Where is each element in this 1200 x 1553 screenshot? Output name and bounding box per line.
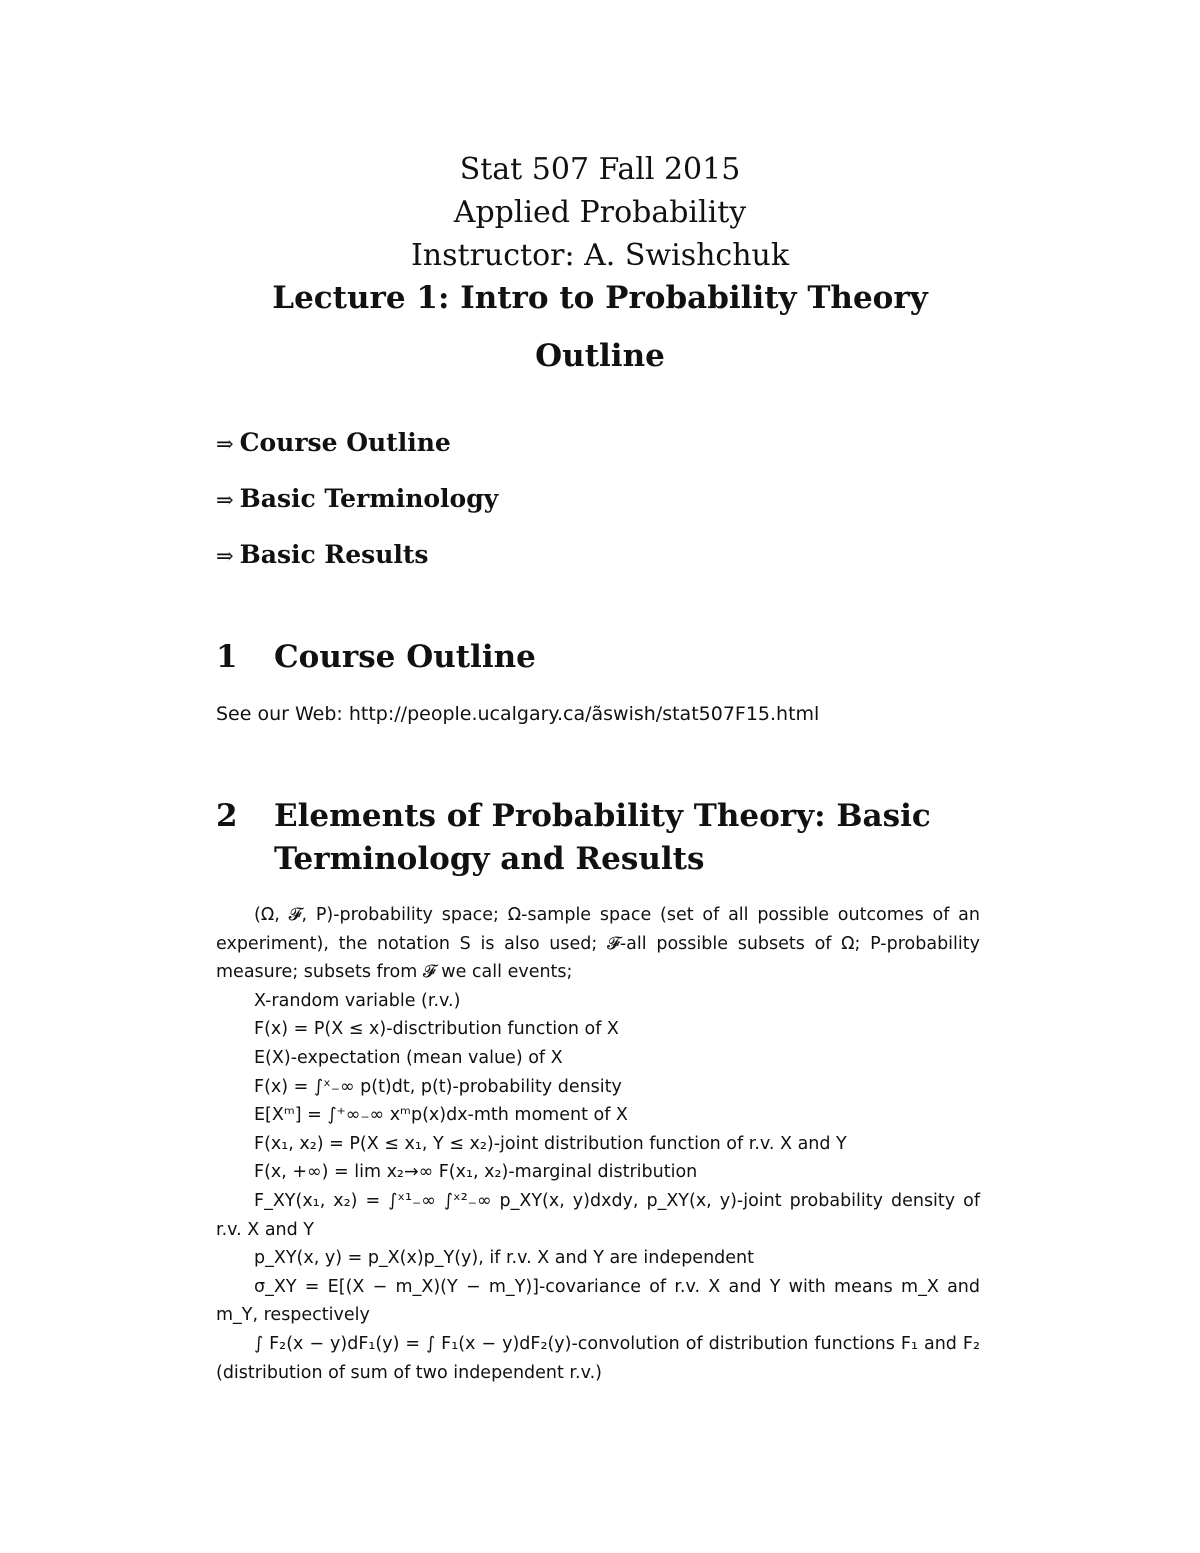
paragraph: E[Xᵐ] = ∫⁺∞₋∞ xᵐp(x)dx-mth moment of X (254, 1105, 628, 1126)
paragraph: F(x₁, x₂) = P(X ≤ x₁, Y ≤ x₂)-joint distribution function of r.v. X and Y (254, 1133, 847, 1154)
paragraph: F(x) = P(X ≤ x)-disctribution function of X (254, 1019, 619, 1040)
outline-heading: Outline (535, 338, 665, 374)
double-arrow-icon: ⇒ (216, 432, 234, 456)
paragraph: p_XY(x, y) = p_X(x)p_Y(y), if r.v. X and Y are independent (254, 1248, 754, 1269)
section-number: 1 (216, 639, 238, 675)
course-web-link[interactable]: See our Web: http://people.ucalgary.ca/ãswish/stat507F15.html (216, 703, 820, 725)
paragraph: (Ω, 𝓕, P)-probability space; Ω-sample space (set of all possible outcomes of an experiment), the notation S is also used; 𝓕-all possible subsets of Ω; P-probability measure; subsets from 𝓕 we call events; (216, 905, 980, 983)
section-number: 2 (216, 798, 238, 834)
paragraph: E(X)-expectation (mean value) of X (254, 1047, 563, 1068)
section-title: Elements of Probability Theory: Basic Terminology and Results (274, 798, 931, 877)
section-2-heading (216, 795, 986, 881)
course-subtitle: Applied Probability (453, 195, 747, 230)
paragraph: ∫ F₂(x − y)dF₁(y) = ∫ F₁(x − y)dF₂(y)-convolution of distribution functions F₁ and F₂ (distribution of sum of two independent r.v.) (216, 1333, 980, 1383)
double-arrow-icon: ⇒ (216, 544, 234, 568)
lecture-title: Lecture 1: Intro to Probability Theory (272, 280, 928, 316)
double-arrow-icon: ⇒ (216, 488, 234, 512)
instructor: Instructor: A. Swishchuk (410, 238, 790, 273)
section-title: Course Outline (274, 639, 536, 675)
paragraph: X-random variable (r.v.) (254, 990, 461, 1011)
outline-item: ⇒ Basic Results (216, 540, 429, 569)
outline-item: ⇒ Course Outline (216, 428, 451, 457)
paragraph: σ_XY = E[(X − m_X)(Y − m_Y)]-covariance of r.v. X and Y with means m_X and m_Y, respectively (216, 1276, 980, 1326)
paragraph: F_XY(x₁, x₂) = ∫ˣ¹₋∞ ∫ˣ²₋∞ p_XY(x, y)dxdy, p_XY(x, y)-joint probability density of r.v. X and Y (216, 1190, 980, 1240)
section-2-body (216, 901, 980, 1387)
title-block (0, 148, 1200, 379)
paragraph: F(x, +∞) = lim x₂→∞ F(x₁, x₂)-marginal distribution (254, 1162, 698, 1183)
section-1-heading (216, 636, 986, 679)
paragraph: F(x) = ∫ˣ₋∞ p(t)dt, p(t)-probability density (254, 1076, 622, 1097)
course-title: Stat 507 Fall 2015 (459, 152, 741, 187)
outline-list (216, 423, 498, 591)
outline-item: ⇒ Basic Terminology (216, 484, 499, 513)
